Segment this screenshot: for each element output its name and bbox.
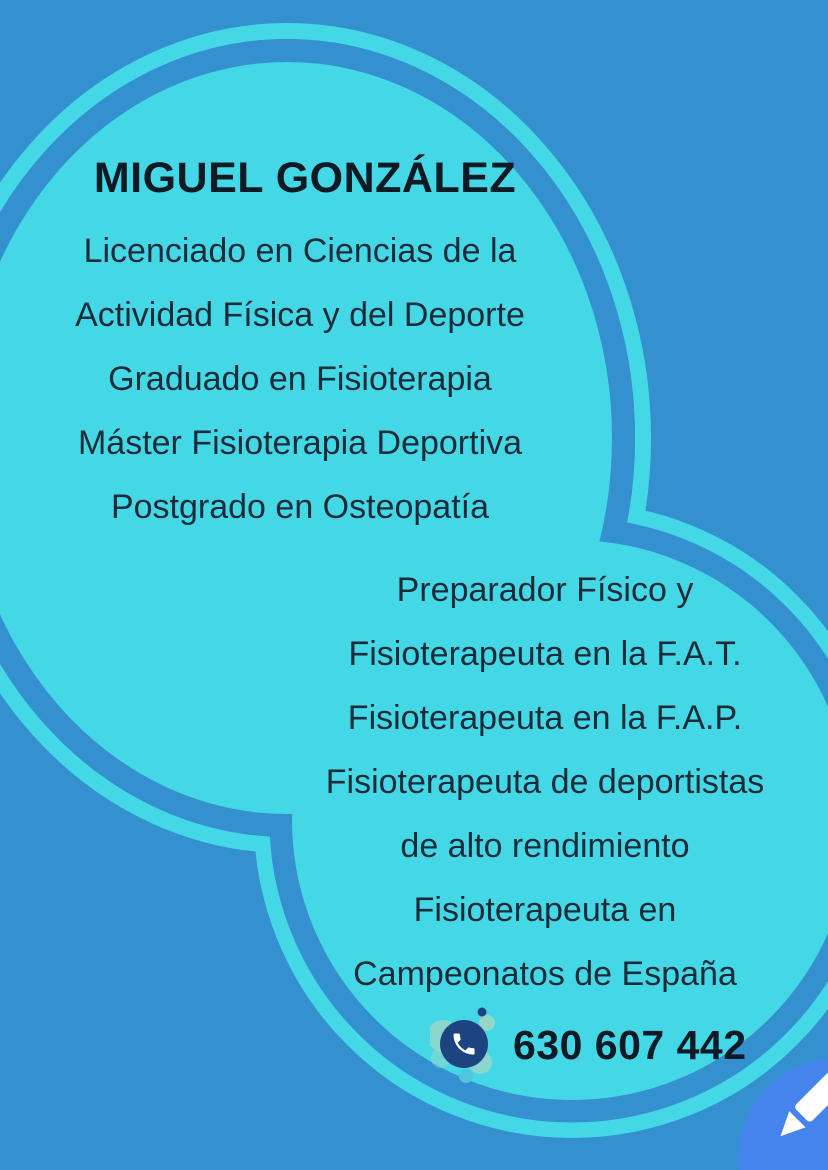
credential-line-3: Graduado en Fisioterapia (108, 360, 492, 398)
phone-icon-navy-dot (478, 1008, 487, 1017)
profile-name: MIGUEL GONZÁLEZ (93, 154, 517, 202)
credential-line-1: Licenciado en Ciencias de la (83, 232, 517, 270)
role-line-6: Fisioterapeuta en (413, 891, 677, 929)
credential-line-2: Actividad Física y del Deporte (75, 296, 525, 334)
credential-line-4: Máster Fisioterapia Deportiva (77, 424, 523, 462)
bottom-circle (292, 540, 828, 1100)
phone-icon (430, 1006, 506, 1090)
role-line-3: Fisioterapeuta en la F.A.P. (347, 699, 743, 737)
role-line-4: Fisioterapeuta de deportistas (325, 763, 765, 801)
phone-number: 630 607 442 (513, 1022, 747, 1068)
role-line-2: Fisioterapeuta en la F.A.T. (348, 635, 742, 673)
role-line-7: Campeonatos de España (353, 955, 737, 993)
phone-icon-circle (440, 1020, 488, 1068)
credential-line-5: Postgrado en Osteopatía (110, 488, 490, 526)
role-line-5: de alto rendimiento (400, 827, 690, 865)
phone-icon-teal-dot (459, 1069, 473, 1083)
role-line-1: Preparador Físico y (396, 571, 694, 609)
